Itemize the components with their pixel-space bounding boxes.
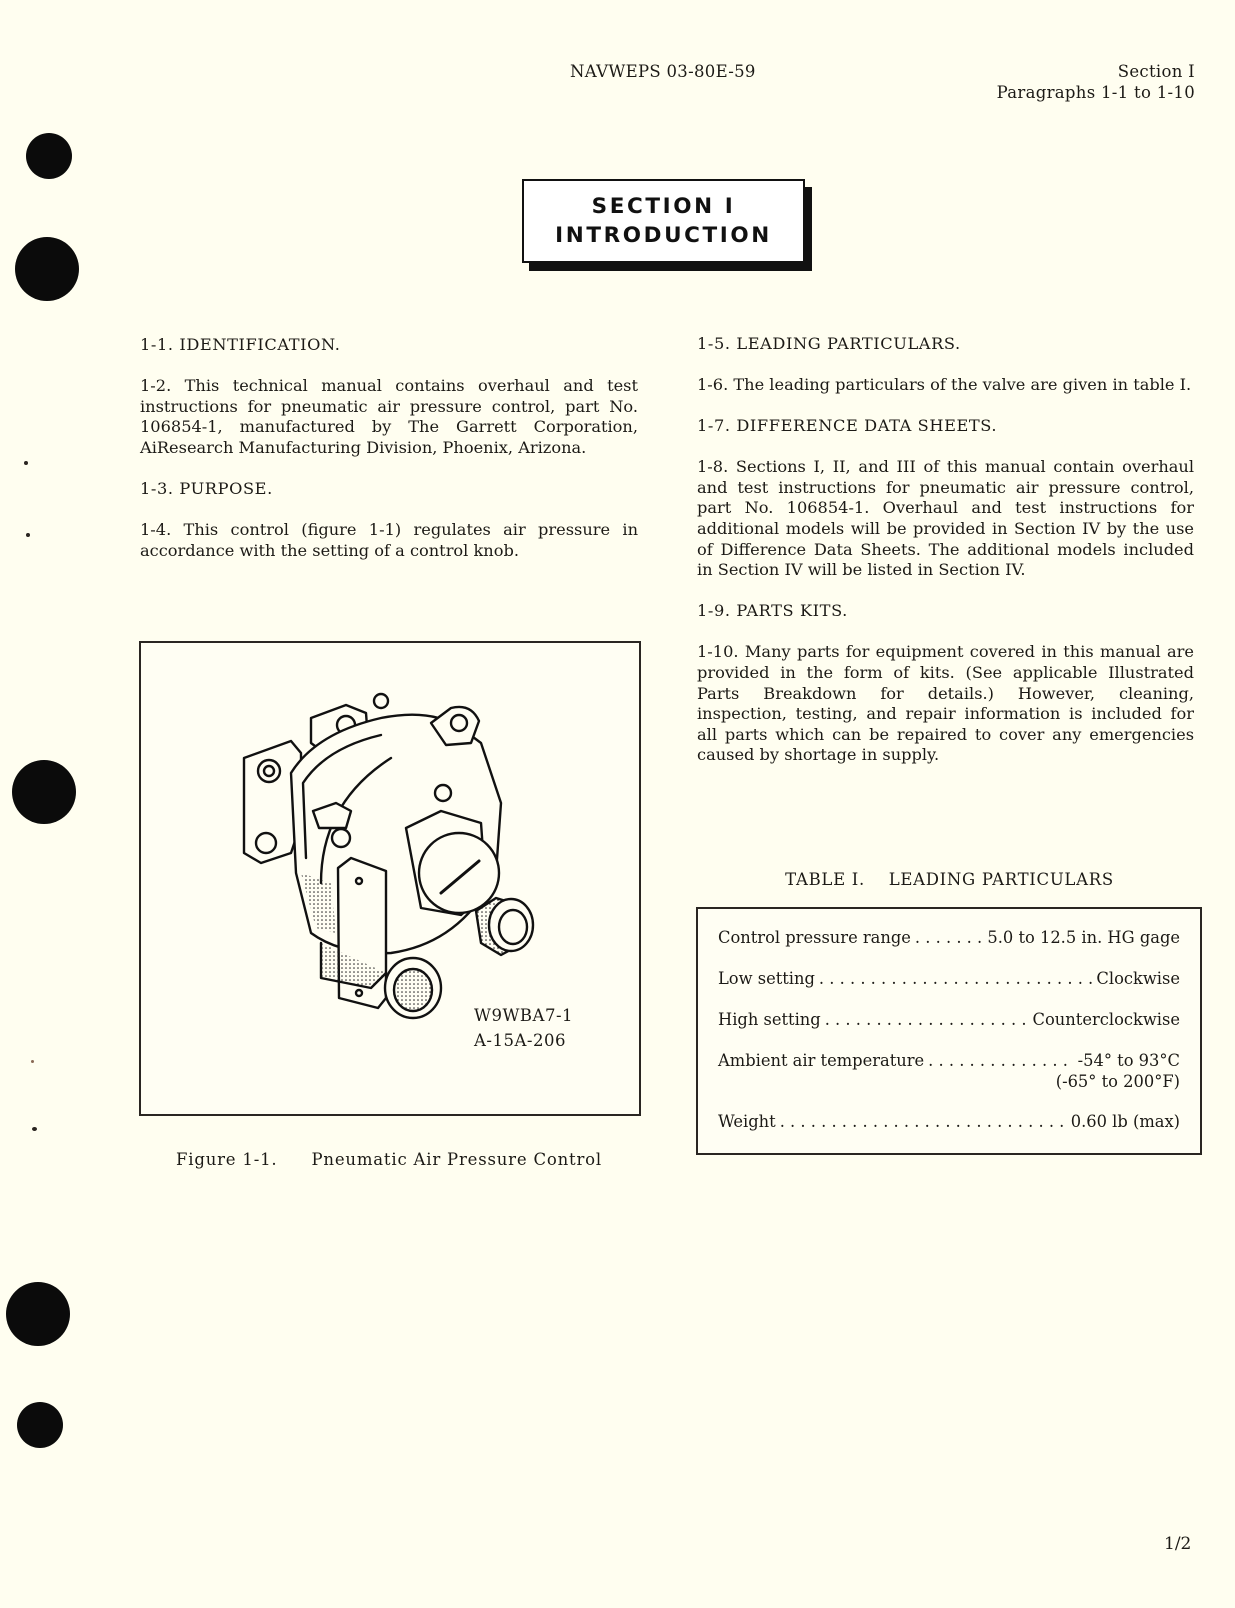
page-speck: [24, 461, 28, 465]
leader-dots: [819, 969, 1092, 988]
row-value: 0.60 lb (max): [1070, 1112, 1180, 1131]
binder-hole: [12, 760, 76, 824]
row-label: Control pressure range: [718, 928, 911, 947]
figure-caption-text: Pneumatic Air Pressure Control: [311, 1150, 602, 1169]
page-number: 1/2: [1164, 1534, 1192, 1554]
right-column: [697, 334, 1194, 766]
doc-number: NAVWEPS 03-80E-59: [570, 62, 756, 81]
binder-hole: [17, 1402, 63, 1448]
paragraph-1-8: 1-8. Sections I, II, and III of this manual contain overhaul and test instructions for pneumatic air pressure control, part No. 106854-1. Overhaul and test instructions for additional models will be provided in Section IV by the use of Difference Data Sheets. The additional models included in Section IV will be listed in Section IV.: [697, 457, 1194, 580]
paragraph-1-4: 1-4. This control (figure 1-1) regulates air pressure in accordance with the setting of a control knob.: [140, 520, 638, 560]
paragraph-1-10: 1-10. Many parts for equipment covered in this manual are provided in the form of kits. (See applicable Illustrated Parts Breakdown for details.) However, cleaning, inspection, testing, and repair information is included for all parts which can be repaired to cover any emergencies caused by shortage in supply.: [697, 642, 1194, 765]
table-row: [718, 969, 1180, 988]
row-label: Weight: [718, 1112, 776, 1131]
heading-identification: 1-1. IDENTIFICATION.: [140, 335, 341, 354]
figure-caption: [176, 1150, 602, 1169]
page-speck: [32, 1127, 37, 1131]
leader-dots: [915, 928, 983, 947]
figure-code-2: A-15A-206: [474, 1031, 566, 1050]
paragraph-1-6: 1-6. The leading particulars of the valve are given in table I.: [697, 375, 1192, 395]
section-label: Section I: [1117, 62, 1195, 81]
heading-leading-particulars: 1-5. LEADING PARTICULARS.: [697, 334, 961, 353]
table-title: TABLE I. LEADING PARTICULARS: [785, 870, 1114, 889]
row-value: -54° to 93°C: [1077, 1051, 1180, 1070]
leader-dots: [825, 1010, 1029, 1029]
paragraphs-range: Paragraphs 1-1 to 1-10: [996, 83, 1195, 102]
leader-dots: [780, 1112, 1067, 1131]
heading-parts-kits: 1-9. PARTS KITS.: [697, 601, 848, 621]
leader-dots: [928, 1051, 1073, 1070]
table-row: [718, 1112, 1180, 1131]
leading-particulars-table: [696, 907, 1202, 1155]
row-value-secondary: (-65° to 200°F): [1055, 1072, 1180, 1091]
table-row: [718, 928, 1180, 947]
table-row: [718, 1051, 1180, 1070]
heading-difference-data-sheets: 1-7. DIFFERENCE DATA SHEETS.: [697, 416, 998, 436]
heading-purpose: 1-3. PURPOSE.: [140, 478, 273, 498]
left-column: [140, 335, 638, 561]
paragraph-1-2: 1-2. This technical manual contains overhaul and test instructions for pneumatic air pressure control, part No. 106854-1, manufactured by The Garrett Corporation, AiResearch Manufacturing Division, Phoenix, Arizona.: [140, 376, 638, 457]
binder-hole: [26, 133, 72, 179]
row-label: Ambient air temperature: [718, 1051, 925, 1070]
section-title: SECTION I: [591, 194, 736, 219]
section-title-box: [522, 179, 805, 263]
section-subtitle: INTRODUCTION: [555, 223, 772, 248]
row-value: Clockwise: [1096, 969, 1180, 988]
row-value: Counterclockwise: [1032, 1010, 1180, 1029]
figure-frame: [139, 641, 641, 1116]
figure-caption-number: Figure 1-1.: [176, 1150, 278, 1169]
binder-hole: [15, 237, 79, 301]
binder-hole: [6, 1282, 70, 1346]
page-speck: [26, 533, 30, 537]
table-row: [718, 1010, 1180, 1029]
row-label: High setting: [718, 1010, 821, 1029]
page-speck: [31, 1060, 34, 1063]
figure-code-1: W9WBA7-1: [474, 1006, 574, 1025]
row-value: 5.0 to 12.5 in. HG gage: [987, 928, 1180, 947]
row-label: Low setting: [718, 969, 815, 988]
